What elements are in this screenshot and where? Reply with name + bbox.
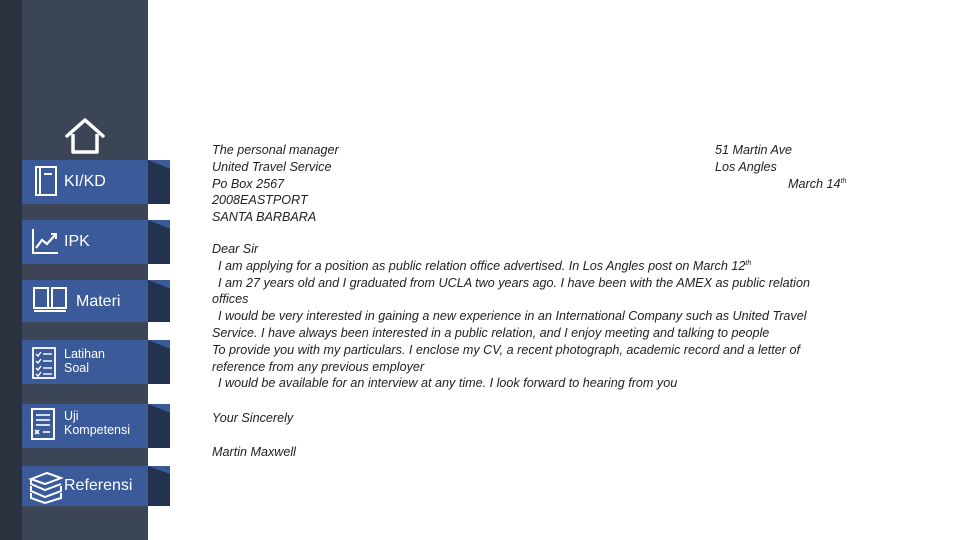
body-line: I am 27 years old and I graduated from UCLA two years ago. I have been with the AMEX as public relation [218, 275, 810, 290]
books-stack-icon [28, 470, 64, 504]
sender-line: Los Angles [715, 159, 777, 174]
nav-shadow [148, 280, 170, 322]
sender-address [715, 142, 885, 192]
sidebar-item-kikd[interactable] [22, 160, 170, 204]
date-suffix: th [840, 177, 847, 185]
letter-date [715, 176, 885, 193]
sidebar-strip [0, 0, 22, 540]
signature: Martin Maxwell [212, 445, 296, 459]
sidebar-item-label [64, 409, 130, 438]
body-line: I would be available for an interview at any time. I look forward to hearing from you [218, 376, 678, 391]
book-icon [34, 165, 58, 197]
nav-shadow [148, 404, 170, 448]
closing: Your Sincerely [212, 411, 294, 425]
sender-line: 51 Martin Ave [715, 143, 793, 157]
body-line: I would be very interested in gaining a new experience in an International Company such as United Travel [218, 309, 807, 324]
sidebar-item-uji-kompetensi[interactable] [22, 404, 170, 448]
salutation: Dear Sir [212, 242, 259, 256]
sidebar-item-label: Materi [76, 293, 121, 310]
body-line [212, 258, 892, 275]
recipient-line: The personal manager [212, 143, 339, 157]
label-line-2: Kompetensi [64, 423, 131, 438]
open-book-icon [32, 285, 68, 315]
label-line-1: Uji [64, 409, 79, 423]
body-line: To provide you with my particulars. I enclose my CV, a recent photograph, academic record and a letter of [212, 342, 801, 357]
body-line: offices [212, 292, 249, 307]
sidebar-item-label: KI/KD [64, 173, 106, 190]
trend-chart-icon [30, 226, 60, 256]
letter-body [212, 241, 892, 392]
date-text: March 14 [788, 176, 841, 191]
sidebar-item-label [64, 347, 105, 376]
sidebar-item-ipk[interactable] [22, 220, 170, 264]
sidebar-item-materi[interactable] [22, 280, 170, 322]
recipient-address [212, 142, 472, 226]
home-icon[interactable] [64, 116, 106, 156]
label-line-1: Latihan [64, 347, 106, 361]
recipient-line: Po Box 2567 [212, 176, 285, 191]
checklist-icon [32, 347, 56, 379]
sidebar-item-latihan-soal[interactable] [22, 340, 170, 384]
sidebar [0, 0, 170, 540]
body-line: Service. I have always been interested in a public relation, and I enjoy meeting and talking to people [212, 325, 770, 340]
recipient-line: SANTA BARBARA [212, 210, 317, 225]
sidebar-panel [22, 0, 148, 540]
recipient-line: United Travel Service [212, 159, 332, 174]
test-form-icon [30, 408, 56, 440]
body-line: reference from any previous employer [212, 359, 425, 374]
nav-shadow [148, 340, 170, 384]
nav-shadow [148, 160, 170, 204]
sidebar-item-label: Referensi [64, 477, 133, 494]
body-line-text: I am applying for a position as public relation office advertised. In Los Angles post on March 12 [218, 258, 746, 273]
label-line-2: Soal [64, 361, 90, 376]
recipient-line: 2008EASTPORT [212, 193, 308, 208]
body-line-suffix: th [745, 259, 752, 267]
nav-shadow [148, 220, 170, 264]
sidebar-item-label: IPK [64, 233, 90, 250]
nav-shadow [148, 466, 170, 506]
sidebar-item-referensi[interactable] [22, 466, 170, 506]
